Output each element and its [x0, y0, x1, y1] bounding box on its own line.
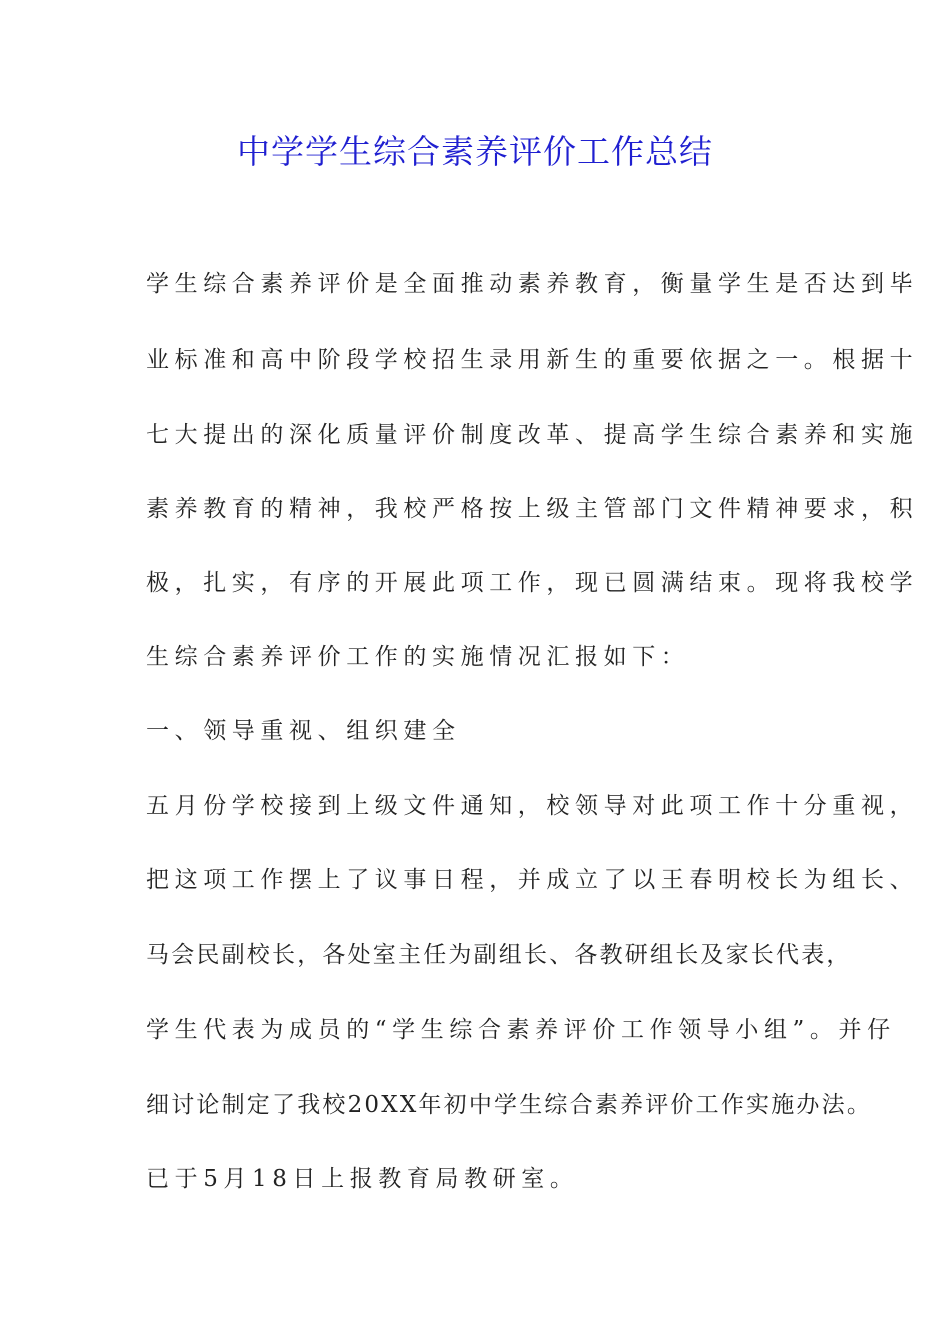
paragraph-line: 五月份学校接到上级文件通知，校领导对此项工作十分重视， [146, 793, 919, 819]
paragraph-line: 已于5月18日上报教育局教研室。 [146, 1166, 579, 1192]
paragraph-line: 业标准和高中阶段学校招生录用新生的重要依据之一。根据十 [146, 347, 919, 373]
paragraph-line: 细讨论制定了我校20XX年初中学生综合素养评价工作实施办法。 [146, 1092, 873, 1118]
paragraph-line: 把这项工作摆上了议事日程，并成立了以王春明校长为组长、 [146, 867, 919, 893]
document-title: 中学学生综合素养评价工作总结 [237, 132, 713, 171]
paragraph-line: 极，扎实，有序的开展此项工作，现已圆满结束。现将我校学 [146, 570, 919, 596]
paragraph-line: 七大提出的深化质量评价制度改革、提高学生综合素养和实施 [146, 422, 919, 448]
paragraph-line: 马会民副校长，各处室主任为副组长、各教研组长及家长代表， [146, 942, 852, 968]
paragraph-line: 学生代表为成员的“学生综合素养评价工作领导小组”。并仔 [146, 1017, 896, 1043]
section-heading: 一、领导重视、组织建全 [146, 718, 461, 744]
paragraph-line: 生综合素养评价工作的实施情况汇报如下： [146, 644, 690, 670]
paragraph-line: 素养教育的精神，我校严格按上级主管部门文件精神要求，积 [146, 496, 919, 522]
paragraph-line: 学生综合素养评价是全面推动素养教育，衡量学生是否达到毕 [146, 271, 919, 297]
